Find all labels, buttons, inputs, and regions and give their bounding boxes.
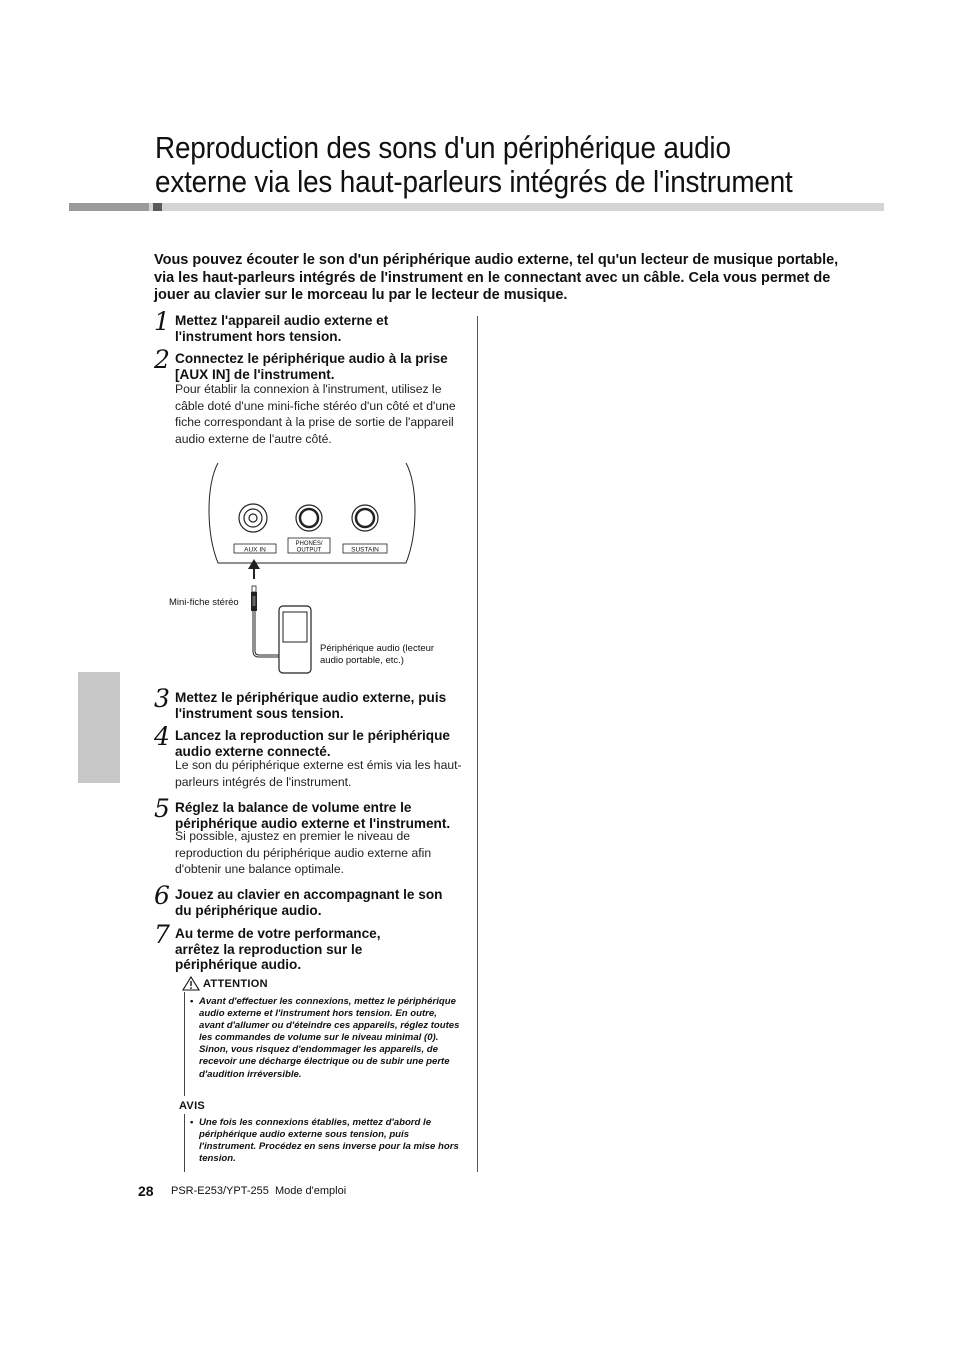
- title-rule-marker: [153, 203, 162, 211]
- device-caption: [320, 643, 460, 667]
- device-caption-line-1: Périphérique audio (lecteur: [320, 643, 435, 654]
- aux-in-jack: [239, 504, 267, 532]
- step-heading: Mettez l'appareil audio externe et l'instrument hors tension.: [175, 313, 389, 344]
- title-rule: [69, 203, 884, 211]
- page-number: 28: [138, 1183, 154, 1199]
- avis-bullet: •: [190, 1117, 194, 1128]
- attention-label: ATTENTION: [203, 978, 268, 990]
- plug-caption: Mini-fiche stéréo: [169, 597, 239, 608]
- step-heading: Lancez la reproduction sur le périphérique audio externe connecté.: [175, 728, 450, 759]
- step-heading: Au terme de votre performance, arrêtez la reproduction sur le périphérique audio.: [175, 926, 381, 972]
- insert-arrow-icon: [248, 559, 260, 579]
- attention-bar: [184, 992, 185, 1096]
- step-number: 4: [154, 722, 170, 751]
- attention-text: Avant d'effectuer les connexions, mettez le périphérique audio externe et l'instrument hors tension. En outre, avant d'allumer ou d'éteindre ces appareils, réglez toutes les commandes de volume sur le niveau minimal (0). Sinon, vous risquez d'endommager les appareils, de recevoir une décharge électrique ou de subir une perte d'audition irréversible.: [199, 996, 460, 1080]
- page-title-line-1: Reproduction des sons d'un périphérique audio: [155, 130, 731, 165]
- manual-name: PSR-E253/YPT-255 Mode d'emploi: [171, 1185, 347, 1197]
- sustain-label: SUSTAIN: [351, 546, 379, 554]
- step-body: Le son du périphérique externe est émis via les haut-parleurs intégrés de l'instrument.: [175, 758, 462, 789]
- avis-label: AVIS: [179, 1100, 206, 1112]
- phones-label-line-1: PHONES/: [295, 541, 323, 547]
- page-title-line-2: externe via les haut-parleurs intégrés de l'instrument: [155, 164, 793, 199]
- step-body: Pour établir la connexion à l'instrument, utilisez le câble doté d'une mini-fiche stéréo d'un côté et d'une fiche correspondant à la prise de sortie de l'appareil audio externe de l'autre côté.: [175, 382, 456, 446]
- attention-bullet: •: [190, 996, 194, 1007]
- mini-plug-icon: [251, 586, 257, 611]
- title-rule-accent: [69, 203, 149, 211]
- column-divider: [477, 316, 478, 1172]
- step-number: 5: [154, 794, 170, 823]
- avis-text: Une fois les connexions établies, mettez d'abord le périphérique audio externe sous tension, puis l'instrument. Procédez en sens inverse pour la mise hors tension.: [199, 1117, 459, 1165]
- phones-label-line-2: OUTPUT: [296, 547, 322, 554]
- phones-output-jack: [296, 505, 322, 531]
- side-chapter-tab: [78, 672, 120, 783]
- avis-text-block: [190, 1117, 462, 1165]
- intro-paragraph: Vous pouvez écouter le son d'un périphérique audio externe, tel qu'un lecteur de musique portable, via les haut-parleurs intégrés de l'instrument en le connectant avec un câble. Cela vous permet de jouer au clavier sur le morceau lu par le lecteur de musique.: [154, 252, 839, 303]
- step-number: 7: [154, 920, 170, 949]
- step-number: 3: [154, 684, 170, 713]
- audio-player-icon: [279, 606, 311, 673]
- step-number: 1: [154, 307, 170, 336]
- step-heading: Connectez le périphérique audio à la prise [AUX IN] de l'instrument.: [175, 351, 448, 382]
- step-heading: Réglez la balance de volume entre le périphérique audio externe et l'instrument.: [175, 800, 451, 831]
- step-number: 2: [154, 345, 170, 374]
- step-body: Si possible, ajustez en premier le niveau de reproduction du périphérique audio externe afin d'obtenir une balance optimale.: [175, 829, 432, 876]
- sustain-jack: [352, 505, 378, 531]
- attention-text-block: [190, 996, 462, 1081]
- step-heading: Mettez le périphérique audio externe, puis l'instrument sous tension.: [175, 690, 447, 721]
- step-number: 6: [154, 881, 170, 910]
- page-title: [155, 131, 821, 199]
- step-heading: Jouez au clavier en accompagnant le son du périphérique audio.: [175, 887, 443, 918]
- aux-in-label: AUX IN: [244, 546, 266, 554]
- avis-bar: [184, 1114, 185, 1172]
- device-caption-line-2: audio portable, etc.): [320, 655, 404, 666]
